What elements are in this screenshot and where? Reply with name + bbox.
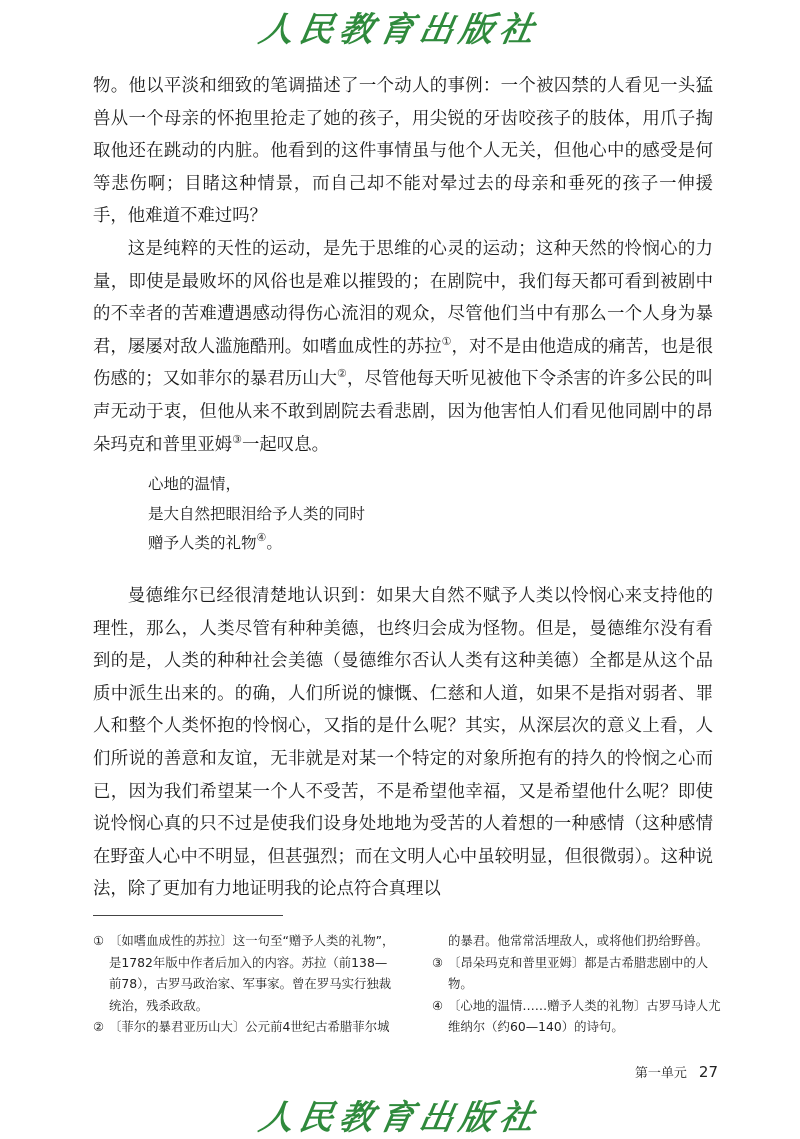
footnote-2: ② 〔菲尔的暴君亚历山大〕公元前4世纪古希腊菲尔城 (93, 1019, 390, 1034)
footnote-3: ③ 〔昂朵玛克和普里亚姆〕都是古希腊悲剧中的人物。 (432, 954, 709, 991)
paragraph: 物。他以平淡和细致的笔调描述了一个动人的事例：一个被囚禁的人看见一头猛兽从一个母亲的怀抱里抢走了她的孩子，用尖锐的牙齿咬孩子的肢体，用爪子掏取他还在跳动的内脏。他看到的这件事情虽与他个人无关，但他心中的感受是何等悲伤啊；目睹这种情景，而自己却不能对晕过去的母亲和垂死的孩子一伸援手，他难道不难过吗？ (93, 76, 713, 227)
page-number: 27 (698, 1063, 718, 1081)
footnote-ref-2[interactable]: ② (337, 367, 347, 381)
footnote-2-continued: 的暴君。他常常活埋敌人，或将他们扔给野兽。 (448, 933, 709, 948)
footnote-ref-1[interactable]: ① (441, 334, 452, 348)
footnotes-left-column (93, 930, 398, 1038)
footnote-4: ④ 〔心地的温情……赠予人类的礼物〕古罗马诗人尤维纳尔（约60—140）的诗句。 (432, 997, 721, 1034)
paragraph: 曼德维尔已经很清楚地认识到：如果大自然不赋予人类以怜悯心来支持他的理性，那么，人类尽管有种种美德，也终归会成为怪物。但是，曼德维尔没有看到的是，人类的种种社会美德（曼德维尔否认人类有这种美德）全都是从这个品质中派生出来的。的确，人们所说的慷慨、仁慈和人道，如果不是指对弱者、罪人和整个人类怀抱的怜悯心，又指的是什么呢？其实，从深层次的意义上看，人们所说的善意和友谊，无非就是对某一个特定的对象所抱有的持久的怜悯之心而已，因为我们希望某一个人不受苦，不是希望他幸福，又是希望他什么呢？即使说怜悯心真的只不过是使我们设身处地地为受苦的人着想的一种感情（这种感情在野蛮人心中不明显，但甚强烈；而在文明人心中虽较明显，但很微弱）。这种说法，除了更加有力地证明我的论点符合真理以 (93, 586, 713, 900)
publisher-logo-bottom: 人民教育出版社 (255, 1098, 543, 1138)
poem-line: 心地的温情， (148, 475, 242, 493)
unit-label: 第一单元 (634, 1066, 687, 1081)
body-text-top (93, 70, 713, 461)
paragraph: 这是纯粹的天性的运动，是先于思维的心灵的运动；这种天然的怜悯心的力量，即使是最败坏的风俗也是难以摧毁的；在剧院中，我们每天都可看到被剧中的不幸者的苦难遭遇感动得伤心流泪的观众，尽管他们当中有那么一个人身为暴君，屡屡对敌人滥施酷刑。如嗜血成性的苏拉①，对不是由他造成的痛苦，也是很伤感的；又如菲尔的暴君历山大②，尽管他每天听见被他下令杀害的许多公民的叫声无动于衷，但他从来不敢到剧院去看悲剧，因为他害怕人们看见他同剧中的昂朵玛克和普里亚姆③一起叹息。 (93, 238, 713, 455)
footnotes-right-column (432, 930, 732, 1038)
footnote-ref-3[interactable]: ③ (232, 432, 243, 446)
footnote-1: ① 〔如嗜血成性的苏拉〕这一句至“赠予人类的礼物”，是1782年版中作者后加入的内容。苏拉（前138—前78），古罗马政治家、军事家。曾在罗马实行独裁统治，残杀政敌。 (93, 933, 395, 1013)
poem-line: 赠予人类的礼物④。 (148, 531, 282, 552)
footnote-divider (93, 915, 283, 916)
body-text-bottom (93, 580, 713, 906)
page-footer (635, 1062, 718, 1081)
publisher-logo-top: 人民教育出版社 (255, 10, 543, 50)
poem-quote (148, 470, 365, 559)
footnote-ref-4[interactable]: ④ (256, 531, 267, 544)
poem-line: 是大自然把眼泪给予人类的同时 (148, 504, 366, 523)
